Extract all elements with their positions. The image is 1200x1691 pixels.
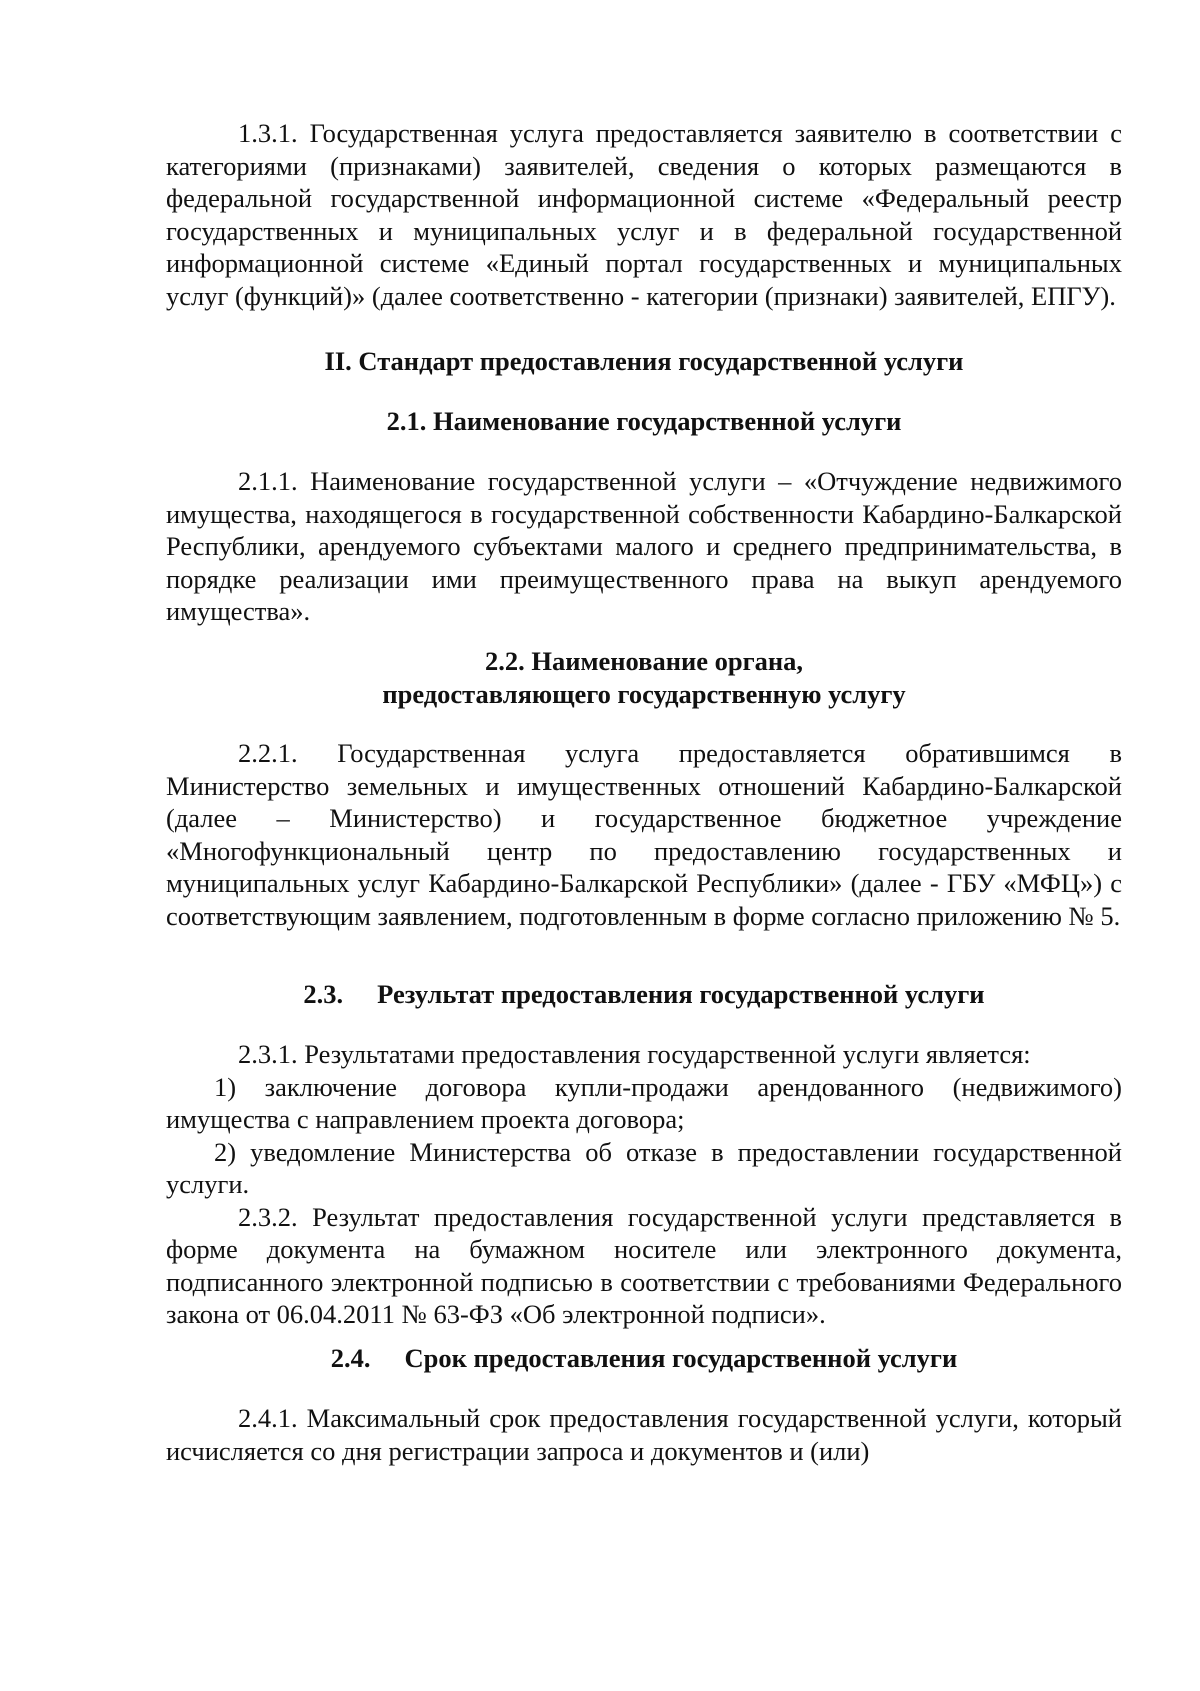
paragraph-2-2-1: 2.2.1. Государственная услуга предоставляется обратившимся в Министерство земельных и имущественных отношений Кабардино-Балкарской (далее – Министерство) и государственное бюджетное учреждение «Многофункциональный центр по предоставлению государственных и муниципальных услуг Кабардино-Балкарской Республики» (далее - ГБУ «МФЦ») с соответствующим заявлением, подготовленным в форме согласно приложению № 5. bbox=[166, 738, 1122, 931]
paragraph-2-3-1: 2.3.1. Результатами предоставления государственной услуги является: bbox=[238, 1039, 1031, 1069]
heading-2-2-line-1: 2.2. Наименование органа, bbox=[484, 646, 804, 676]
heading-2-4 bbox=[166, 1342, 1122, 1375]
section-2-3-body bbox=[166, 1038, 1122, 1331]
list-item-2-3-1-2: 2) уведомление Министерства об отказе в предоставлении государственной услуги. bbox=[166, 1136, 1122, 1199]
paragraph-1-3-1: 1.3.1. Государственная услуга предоставляется заявителю в соответствии с категориями (признаками) заявителей, сведения о которых размещаются в федеральной государственной информационной системе «Федеральный реестр государственных и муниципальных услуг и в федеральной государственной информационной системе «Единый портал государственных и муниципальных услуг (функций)» (далее соответственно - категории (признаки) заявителей, ЕПГУ). bbox=[166, 118, 1122, 311]
heading-2-2 bbox=[166, 645, 1122, 710]
heading-2-4-number: 2.4. bbox=[330, 1343, 371, 1373]
paragraph-2-3-2: 2.3.2. Результат предоставления государственной услуги представляется в форме документа на бумажном носителе или электронного документа, подписанного электронной подписью в соответствии с требованиями Федерального закона от 06.04.2011 № 63-ФЗ «Об электронной подписи». bbox=[166, 1201, 1122, 1329]
paragraph-2-4-1: 2.4.1. Максимальный срок предоставления государственной услуги, который исчисляется со дня регистрации запроса и документов и (или) bbox=[166, 1403, 1122, 1466]
heading-2-3-text: Результат предоставления государственной услуги bbox=[377, 979, 985, 1009]
section-2-title: II. Стандарт предоставления государственной услуги bbox=[324, 346, 964, 376]
heading-2-4-text: Срок предоставления государственной услуги bbox=[404, 1343, 958, 1373]
list-item-2-3-1-1: 1) заключение договора купли-продажи арендованного (недвижимого) имущества с направлением проекта договора; bbox=[166, 1071, 1122, 1134]
heading-2-1: 2.1. Наименование государственной услуги bbox=[386, 406, 902, 436]
heading-2-3-number: 2.3. bbox=[303, 979, 344, 1009]
heading-2-2-line-2: предоставляющего государственную услугу bbox=[382, 678, 906, 709]
heading-2-3 bbox=[166, 978, 1122, 1011]
paragraph-2-1-1: 2.1.1. Наименование государственной услуги – «Отчуждение недвижимого имущества, находящегося в государственной собственности Кабардино-Балкарской Республики, арендуемого субъектами малого и среднего предпринимательства, в порядке реализации ими преимущественного права на выкуп арендуемого имущества». bbox=[166, 466, 1122, 626]
